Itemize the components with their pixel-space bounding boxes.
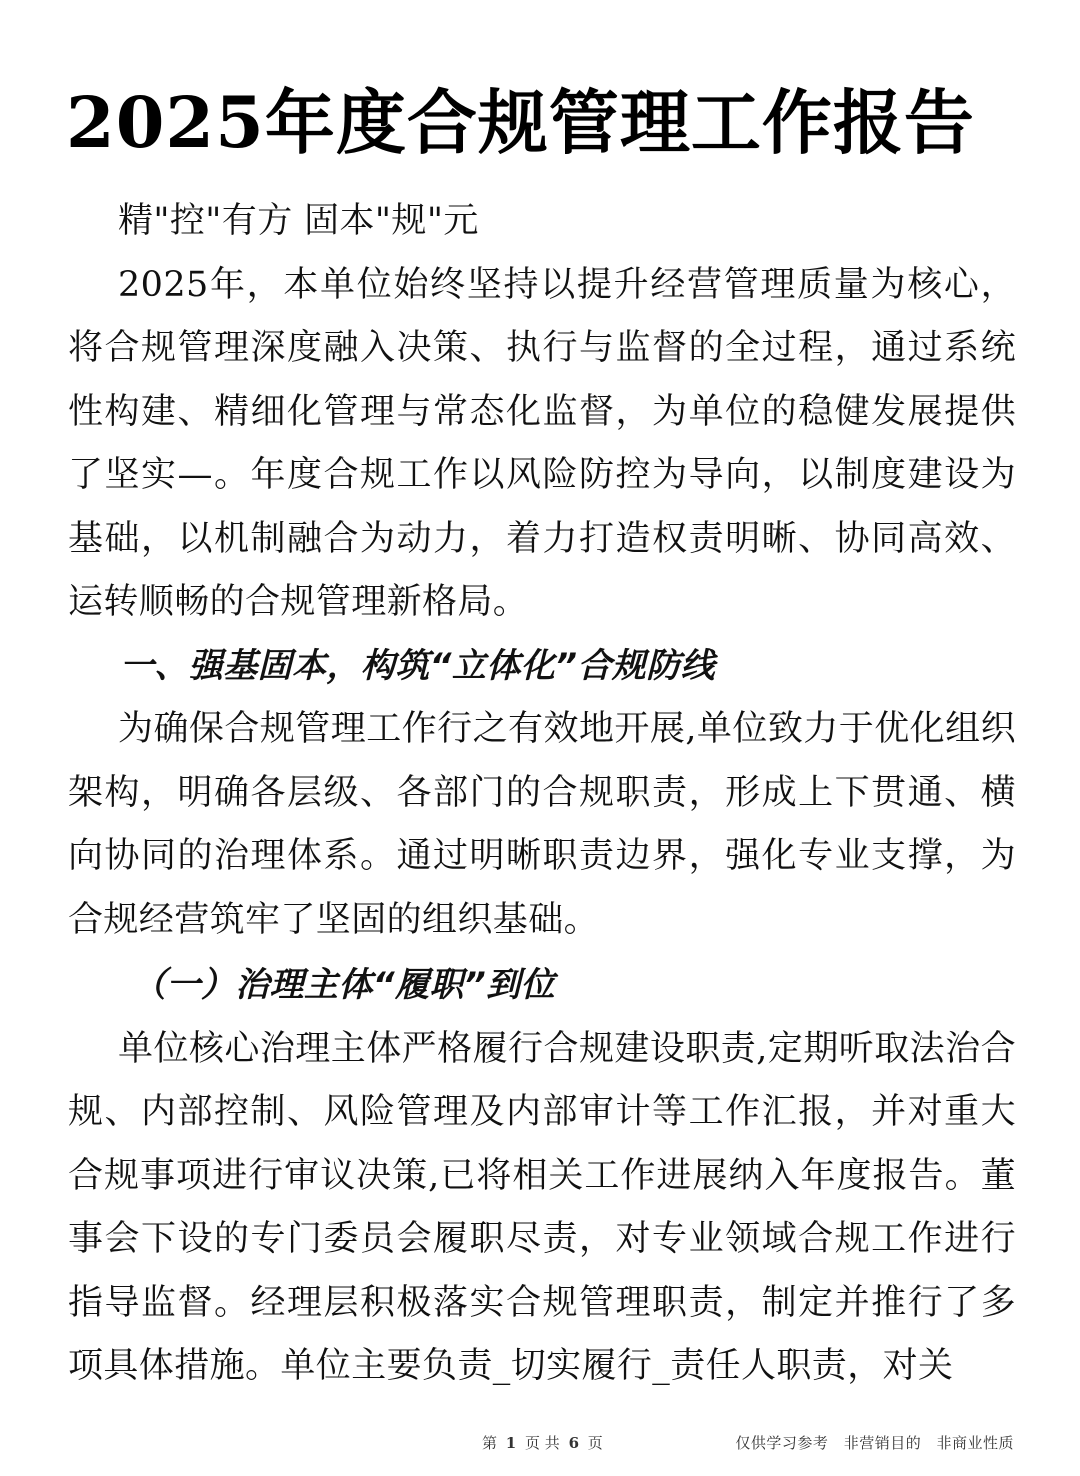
subtitle-line: 精"控"有方 固本"规"元 <box>118 201 479 241</box>
page-suffix: 页 <box>587 1434 603 1452</box>
document-body <box>68 190 1016 1399</box>
section-1-heading: 一、强基固本，构筑“立体化”合规防线 <box>120 645 715 686</box>
page-current: 1 <box>505 1434 517 1452</box>
document-title: 2025年度合规管理工作报告 <box>66 81 975 164</box>
page-number <box>482 1432 603 1453</box>
intro-paragraph: 2025年，本单位始终坚持以提升经营管理质量为核心，将合规管理深度融入决策、执行与监督的全过程，通过系统性构建、精细化管理与常态化监督，为单位的稳健发展提供了坚实—。年度合规工作以风险防控为导向，以制度建设为基础，以机制融合为动力，着力打造权责明晰、协同高效、运转顺畅的合规管理新格局。 <box>68 264 1016 622</box>
subsection-1-paragraph: 单位核心治理主体严格履行合规建设职责,定期听取法治合规、内部控制、风险管理及内部审计等工作汇报，并对重大合规事项进行审议决策,已将相关工作进展纳入年度报告。董事会下设的专门委员会履职尽责，对专业领域合规工作进行指导监督。经理层积极落实合规管理职责，制定并推行了多项具体措施。单位主要负责_切实履行_责任人职责，对关 <box>68 1028 1016 1386</box>
section-1-paragraph: 为确保合规管理工作行之有效地开展,单位致力于优化组织架构，明确各层级、各部门的合规职责，形成上下贯通、横向协同的治理体系。通过明晰职责边界，强化专业支撑，为合规经营筑牢了坚固的组织基础。 <box>68 709 1016 940</box>
disclaimer-1: 仅供学习参考 <box>735 1434 829 1452</box>
subsection-1-heading: （一）治理主体“履职”到位 <box>132 965 555 1005</box>
disclaimer-note <box>725 1432 1014 1453</box>
page-footer <box>0 1428 1080 1456</box>
disclaimer-3: 非商业性质 <box>936 1434 1014 1452</box>
disclaimer-2: 非营销目的 <box>843 1434 922 1452</box>
page-middle: 页 共 <box>525 1434 560 1452</box>
page-total: 6 <box>568 1434 580 1452</box>
page-prefix: 第 <box>482 1434 498 1452</box>
